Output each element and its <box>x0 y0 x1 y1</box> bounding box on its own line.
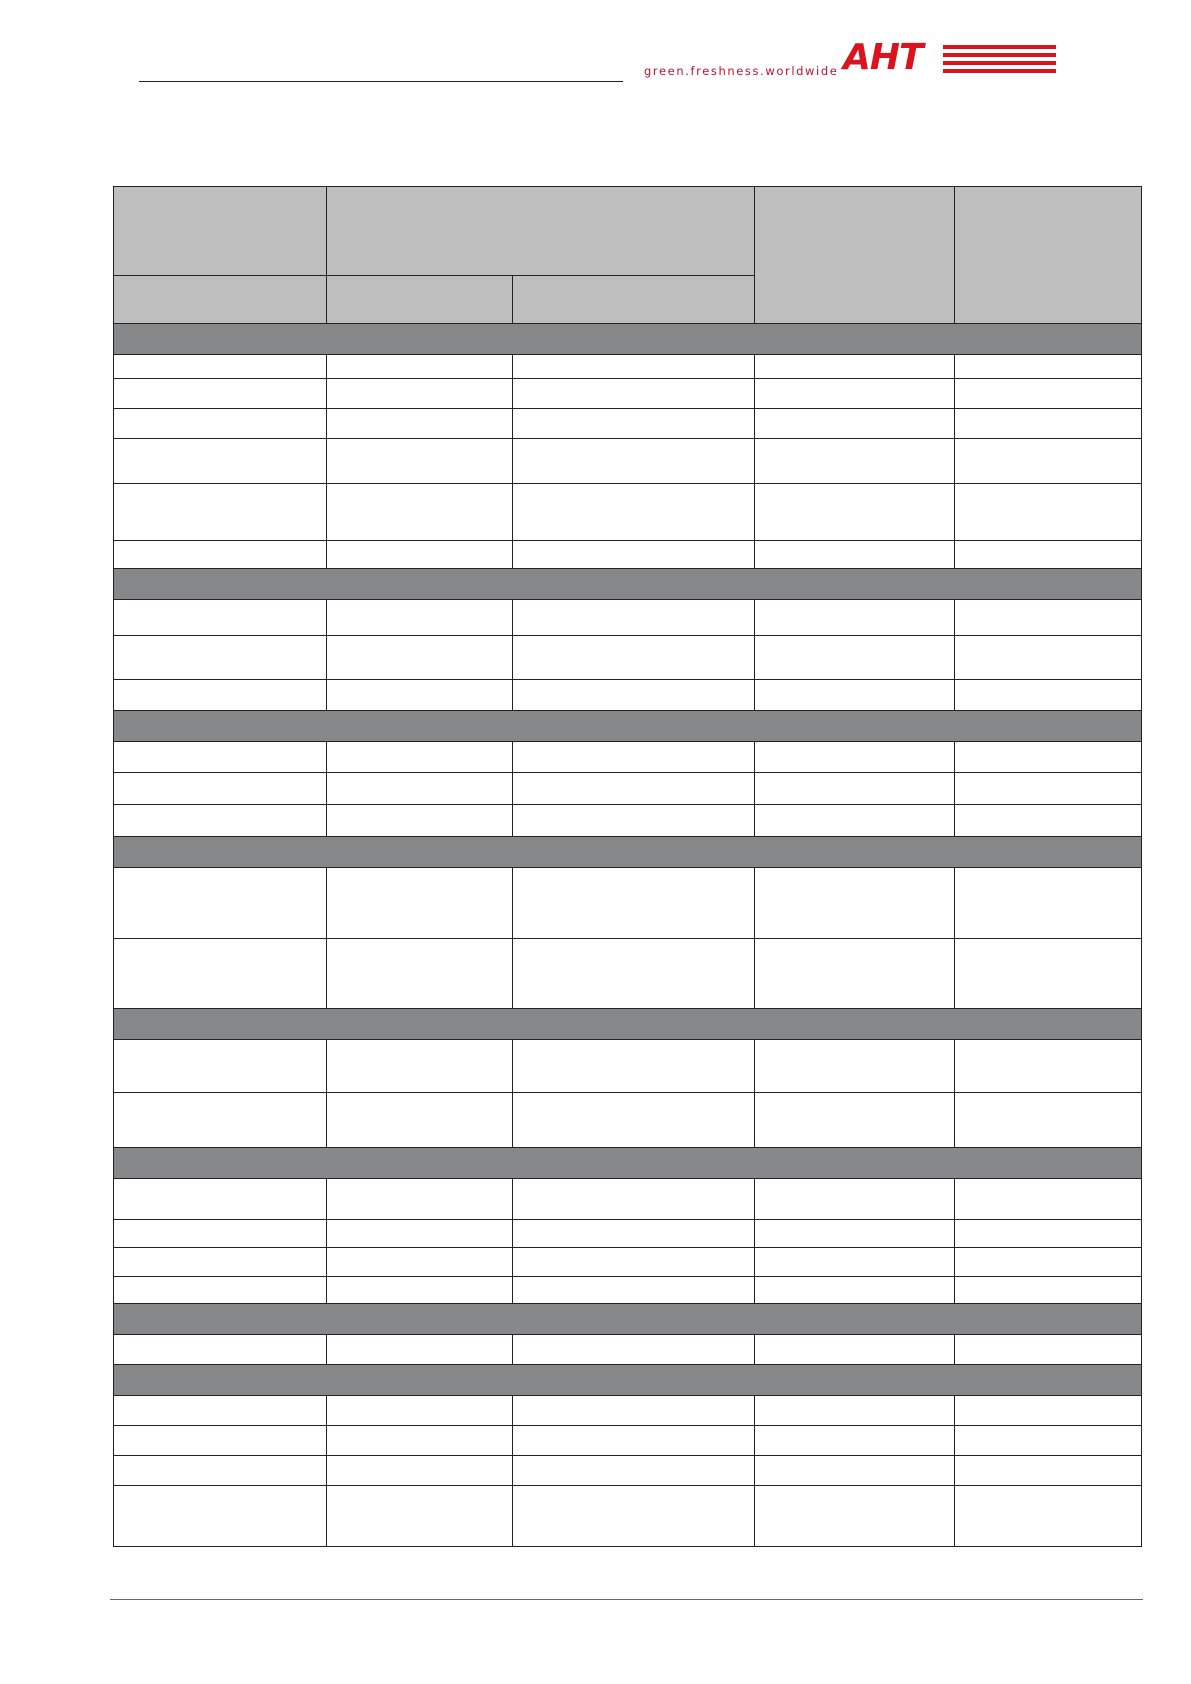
table-cell <box>114 1426 327 1456</box>
section-label <box>114 1009 1142 1040</box>
table-cell <box>327 600 513 636</box>
table-cell <box>513 1093 755 1148</box>
table-cell <box>955 409 1142 439</box>
table-cell <box>114 636 327 680</box>
table-cell <box>327 1220 513 1248</box>
logo-bar <box>943 69 1056 73</box>
logo-bars-icon <box>943 44 1056 74</box>
table-cell <box>114 409 327 439</box>
footer-rule <box>110 1599 1143 1600</box>
table-cell <box>327 805 513 837</box>
logo-bar <box>943 45 1056 49</box>
table-cell <box>114 868 327 939</box>
table-cell <box>755 355 955 379</box>
section-row <box>114 569 1142 600</box>
table-cell <box>755 1093 955 1148</box>
table-cell <box>114 680 327 711</box>
table-cell <box>327 1277 513 1304</box>
table-row <box>114 742 1142 773</box>
header-row-top <box>114 187 1142 276</box>
table-cell <box>755 541 955 569</box>
header-cell <box>114 187 327 276</box>
section-row <box>114 837 1142 868</box>
table-cell <box>755 1396 955 1426</box>
logo-text: AHT <box>843 37 923 78</box>
table-cell <box>114 484 327 541</box>
table-row <box>114 1426 1142 1456</box>
aht-logo <box>843 37 1056 78</box>
table-cell <box>955 1040 1142 1093</box>
table-row <box>114 541 1142 569</box>
table-row <box>114 1040 1142 1093</box>
table-cell <box>955 1093 1142 1148</box>
table-cell <box>114 1456 327 1486</box>
table-cell <box>755 1335 955 1365</box>
table-cell <box>114 600 327 636</box>
table-cell <box>513 805 755 837</box>
table-cell <box>327 1179 513 1220</box>
section-label <box>114 1304 1142 1335</box>
spec-table <box>113 186 1142 1547</box>
table-cell <box>755 409 955 439</box>
section-row <box>114 711 1142 742</box>
table-row <box>114 868 1142 939</box>
table-cell <box>114 1396 327 1426</box>
table-row <box>114 773 1142 805</box>
table-cell <box>755 939 955 1009</box>
table-cell <box>955 541 1142 569</box>
table-cell <box>114 1179 327 1220</box>
table-cell <box>513 379 755 409</box>
table-cell <box>955 1456 1142 1486</box>
table-cell <box>327 742 513 773</box>
table-cell <box>955 379 1142 409</box>
table-cell <box>513 636 755 680</box>
logo-bar <box>943 61 1056 65</box>
logo-bar <box>943 53 1056 57</box>
table-cell <box>114 1335 327 1365</box>
table-cell <box>114 805 327 837</box>
table-cell <box>755 680 955 711</box>
table-row <box>114 1179 1142 1220</box>
header-cell <box>513 276 755 324</box>
table-cell <box>114 379 327 409</box>
table-cell <box>755 742 955 773</box>
table-cell <box>513 1179 755 1220</box>
table-cell <box>513 868 755 939</box>
header-cell <box>327 187 755 276</box>
table-cell <box>955 773 1142 805</box>
table-row <box>114 600 1142 636</box>
table-cell <box>755 484 955 541</box>
table-row <box>114 805 1142 837</box>
table-cell <box>114 773 327 805</box>
table-cell <box>755 1179 955 1220</box>
section-row <box>114 1009 1142 1040</box>
table-cell <box>327 1426 513 1456</box>
table-cell <box>114 1277 327 1304</box>
section-label <box>114 1365 1142 1396</box>
table-cell <box>955 1179 1142 1220</box>
table-cell <box>755 805 955 837</box>
table-cell <box>114 1040 327 1093</box>
table-row <box>114 484 1142 541</box>
table-cell <box>327 409 513 439</box>
table-cell <box>327 1248 513 1277</box>
table-cell <box>755 1220 955 1248</box>
table-cell <box>327 1486 513 1547</box>
table-cell <box>114 439 327 484</box>
table-cell <box>114 1248 327 1277</box>
section-row <box>114 1304 1142 1335</box>
table-cell <box>755 773 955 805</box>
table-row <box>114 1093 1142 1148</box>
table-cell <box>755 1486 955 1547</box>
table-row <box>114 939 1142 1009</box>
table-row <box>114 439 1142 484</box>
table-cell <box>513 1396 755 1426</box>
header-cell <box>114 276 327 324</box>
table-row <box>114 1396 1142 1426</box>
header-cell <box>327 276 513 324</box>
table-cell <box>114 1220 327 1248</box>
section-label <box>114 837 1142 868</box>
table-cell <box>755 379 955 409</box>
table-cell <box>755 636 955 680</box>
table-cell <box>955 1396 1142 1426</box>
table-cell <box>327 484 513 541</box>
table-cell <box>513 939 755 1009</box>
table-cell <box>513 742 755 773</box>
table-row <box>114 680 1142 711</box>
table-cell <box>114 541 327 569</box>
table-cell <box>955 742 1142 773</box>
table-row <box>114 1248 1142 1277</box>
table-cell <box>955 355 1142 379</box>
section-label <box>114 324 1142 355</box>
section-row <box>114 324 1142 355</box>
table-cell <box>327 868 513 939</box>
table-cell <box>955 805 1142 837</box>
table-cell <box>114 1486 327 1547</box>
section-label <box>114 569 1142 600</box>
table-cell <box>513 1040 755 1093</box>
table-cell <box>955 1335 1142 1365</box>
table-cell <box>327 939 513 1009</box>
table-cell <box>955 680 1142 711</box>
header-cell <box>755 187 955 324</box>
table-cell <box>755 1248 955 1277</box>
table-cell <box>955 1426 1142 1456</box>
table-cell <box>513 409 755 439</box>
table-cell <box>327 379 513 409</box>
table-row <box>114 1220 1142 1248</box>
table-cell <box>114 355 327 379</box>
table-cell <box>327 773 513 805</box>
table-cell <box>755 1456 955 1486</box>
table-cell <box>513 1486 755 1547</box>
table-cell <box>955 439 1142 484</box>
table-cell <box>955 636 1142 680</box>
table-cell <box>955 484 1142 541</box>
section-label <box>114 711 1142 742</box>
table-cell <box>513 1335 755 1365</box>
table-cell <box>327 680 513 711</box>
table-cell <box>327 355 513 379</box>
table-cell <box>327 1456 513 1486</box>
table-cell <box>327 439 513 484</box>
table-row <box>114 1277 1142 1304</box>
table-cell <box>513 1426 755 1456</box>
table-row <box>114 1456 1142 1486</box>
table-cell <box>513 1456 755 1486</box>
header-rule <box>139 81 623 82</box>
table-row <box>114 636 1142 680</box>
table-cell <box>513 773 755 805</box>
table-cell <box>513 1220 755 1248</box>
table-row <box>114 1335 1142 1365</box>
table-cell <box>327 1040 513 1093</box>
table-cell <box>327 1396 513 1426</box>
table-cell <box>513 484 755 541</box>
table-cell <box>513 541 755 569</box>
table-row <box>114 379 1142 409</box>
table-row <box>114 355 1142 379</box>
table-cell <box>327 1093 513 1148</box>
table-cell <box>327 1335 513 1365</box>
table-cell <box>955 1486 1142 1547</box>
table-cell <box>755 1426 955 1456</box>
table-cell <box>755 1277 955 1304</box>
table-cell <box>755 1040 955 1093</box>
table-row <box>114 1486 1142 1547</box>
table-cell <box>327 636 513 680</box>
table-row <box>114 409 1142 439</box>
table-cell <box>513 1277 755 1304</box>
spec-body <box>114 324 1142 1547</box>
section-row <box>114 1365 1142 1396</box>
table-cell <box>955 939 1142 1009</box>
table-cell <box>955 868 1142 939</box>
table-cell <box>114 742 327 773</box>
table-cell <box>955 1277 1142 1304</box>
table-cell <box>755 439 955 484</box>
table-cell <box>513 439 755 484</box>
table-cell <box>513 355 755 379</box>
table-cell <box>513 600 755 636</box>
table-cell <box>513 680 755 711</box>
header-cell <box>955 187 1142 324</box>
brand-tagline: green.freshness.worldwide <box>644 64 839 78</box>
table-cell <box>755 868 955 939</box>
table-cell <box>114 939 327 1009</box>
table-cell <box>327 541 513 569</box>
section-label <box>114 1148 1142 1179</box>
table-cell <box>755 600 955 636</box>
table-cell <box>513 1248 755 1277</box>
table-cell <box>955 1220 1142 1248</box>
table-cell <box>955 1248 1142 1277</box>
table-cell <box>955 600 1142 636</box>
section-row <box>114 1148 1142 1179</box>
table-cell <box>114 1093 327 1148</box>
